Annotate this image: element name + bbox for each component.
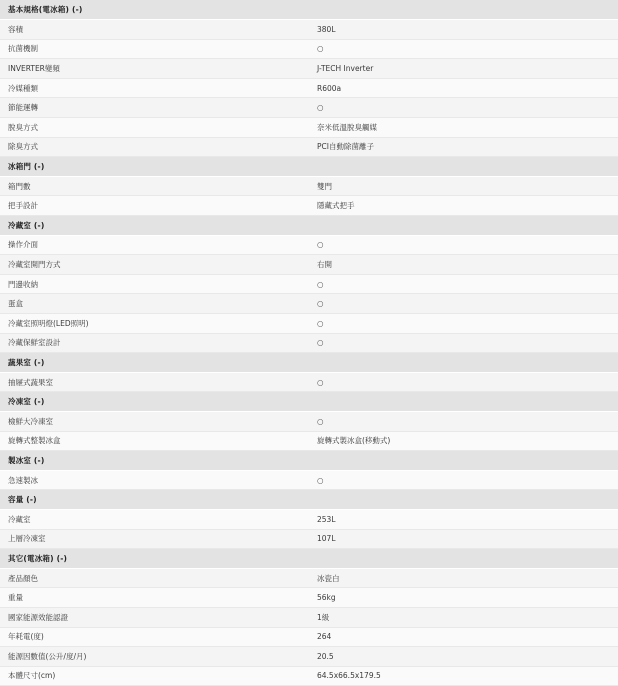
spec-label: 節能運轉 bbox=[0, 98, 309, 118]
spec-value: J-TECH Inverter bbox=[309, 59, 618, 79]
spec-label: 冷媒種類 bbox=[0, 78, 309, 98]
section-title: 其它(電冰箱) (-) bbox=[0, 549, 618, 569]
spec-value: ○ bbox=[309, 314, 618, 334]
table-row bbox=[0, 118, 618, 138]
spec-label: 本體尺寸(cm) bbox=[0, 666, 309, 686]
spec-value: 旋轉式製冰盒(移動式) bbox=[309, 431, 618, 451]
spec-value: 雙門 bbox=[309, 176, 618, 196]
spec-value: 右開 bbox=[309, 255, 618, 275]
section-header-row bbox=[0, 157, 618, 177]
spec-value: ○ bbox=[309, 39, 618, 59]
table-row bbox=[0, 588, 618, 608]
spec-value: 冰瓷白 bbox=[309, 568, 618, 588]
table-row bbox=[0, 78, 618, 98]
section-header-row bbox=[0, 353, 618, 373]
spec-value: 1級 bbox=[309, 607, 618, 627]
spec-label: 年耗電(度) bbox=[0, 627, 309, 647]
section-header-row bbox=[0, 0, 618, 20]
section-header-row bbox=[0, 549, 618, 569]
table-row bbox=[0, 627, 618, 647]
section-header-row bbox=[0, 490, 618, 510]
spec-label: 蛋盒 bbox=[0, 294, 309, 314]
table-row bbox=[0, 98, 618, 118]
table-row bbox=[0, 333, 618, 353]
table-row bbox=[0, 20, 618, 40]
table-row bbox=[0, 39, 618, 59]
spec-label: 除臭方式 bbox=[0, 137, 309, 157]
table-row bbox=[0, 274, 618, 294]
section-header-row bbox=[0, 392, 618, 412]
spec-label: 冷藏保鮮室設計 bbox=[0, 333, 309, 353]
section-title: 冷凍室 (-) bbox=[0, 392, 618, 412]
table-row bbox=[0, 196, 618, 216]
table-row bbox=[0, 235, 618, 255]
spec-label: 把手設計 bbox=[0, 196, 309, 216]
spec-label: 抽屜式蔬果室 bbox=[0, 372, 309, 392]
section-title: 冷藏室 (-) bbox=[0, 216, 618, 236]
spec-label: 旋轉式整製冰盒 bbox=[0, 431, 309, 451]
spec-value: PCI自動除菌離子 bbox=[309, 137, 618, 157]
table-row bbox=[0, 176, 618, 196]
spec-value: R600a bbox=[309, 78, 618, 98]
spec-value: ○ bbox=[309, 98, 618, 118]
spec-value: 107L bbox=[309, 529, 618, 549]
section-title: 蔬果室 (-) bbox=[0, 353, 618, 373]
spec-value: ○ bbox=[309, 411, 618, 431]
spec-value: ○ bbox=[309, 333, 618, 353]
section-title: 製冰室 (-) bbox=[0, 451, 618, 471]
spec-value: ○ bbox=[309, 235, 618, 255]
spec-value: 奈米低溫脫臭觸媒 bbox=[309, 118, 618, 138]
spec-label: 能源因數值(公升/度/月) bbox=[0, 647, 309, 667]
spec-label: 操作介面 bbox=[0, 235, 309, 255]
spec-label: 抗菌機制 bbox=[0, 39, 309, 59]
section-header-row bbox=[0, 451, 618, 471]
spec-value: ○ bbox=[309, 372, 618, 392]
section-title: 容量 (-) bbox=[0, 490, 618, 510]
spec-label: 門邊收納 bbox=[0, 274, 309, 294]
table-row bbox=[0, 59, 618, 79]
table-row bbox=[0, 607, 618, 627]
spec-label: 重量 bbox=[0, 588, 309, 608]
spec-label: 急速製冰 bbox=[0, 470, 309, 490]
table-row bbox=[0, 411, 618, 431]
table-row bbox=[0, 294, 618, 314]
table-row bbox=[0, 509, 618, 529]
section-title: 冰箱門 (-) bbox=[0, 157, 618, 177]
table-row bbox=[0, 647, 618, 667]
spec-value: ○ bbox=[309, 294, 618, 314]
spec-label: 脫臭方式 bbox=[0, 118, 309, 138]
spec-value: 264 bbox=[309, 627, 618, 647]
spec-value: 253L bbox=[309, 509, 618, 529]
spec-label: 產品顏色 bbox=[0, 568, 309, 588]
spec-label: 冷藏室照明燈(LED照明) bbox=[0, 314, 309, 334]
spec-value: 64.5x66.5x179.5 bbox=[309, 666, 618, 686]
table-row bbox=[0, 470, 618, 490]
table-row bbox=[0, 568, 618, 588]
spec-value: 20.5 bbox=[309, 647, 618, 667]
table-row bbox=[0, 529, 618, 549]
spec-value: 380L bbox=[309, 20, 618, 40]
spec-label: 箱門數 bbox=[0, 176, 309, 196]
section-title: 基本規格(電冰箱) (-) bbox=[0, 0, 618, 20]
table-row bbox=[0, 314, 618, 334]
section-header-row bbox=[0, 216, 618, 236]
spec-value: 56kg bbox=[309, 588, 618, 608]
table-row bbox=[0, 372, 618, 392]
spec-label: 冷藏室開門方式 bbox=[0, 255, 309, 275]
spec-value: ○ bbox=[309, 470, 618, 490]
spec-label: 檢鮮大冷凍室 bbox=[0, 411, 309, 431]
table-row bbox=[0, 137, 618, 157]
table-row bbox=[0, 255, 618, 275]
table-row bbox=[0, 666, 618, 686]
spec-value: ○ bbox=[309, 274, 618, 294]
spec-label: 上層冷凍室 bbox=[0, 529, 309, 549]
spec-label: 容積 bbox=[0, 20, 309, 40]
spec-label: INVERTER變頻 bbox=[0, 59, 309, 79]
spec-label: 冷藏室 bbox=[0, 509, 309, 529]
table-row bbox=[0, 431, 618, 451]
spec-label: 國家能源效能認證 bbox=[0, 607, 309, 627]
spec-value: 隱藏式把手 bbox=[309, 196, 618, 216]
